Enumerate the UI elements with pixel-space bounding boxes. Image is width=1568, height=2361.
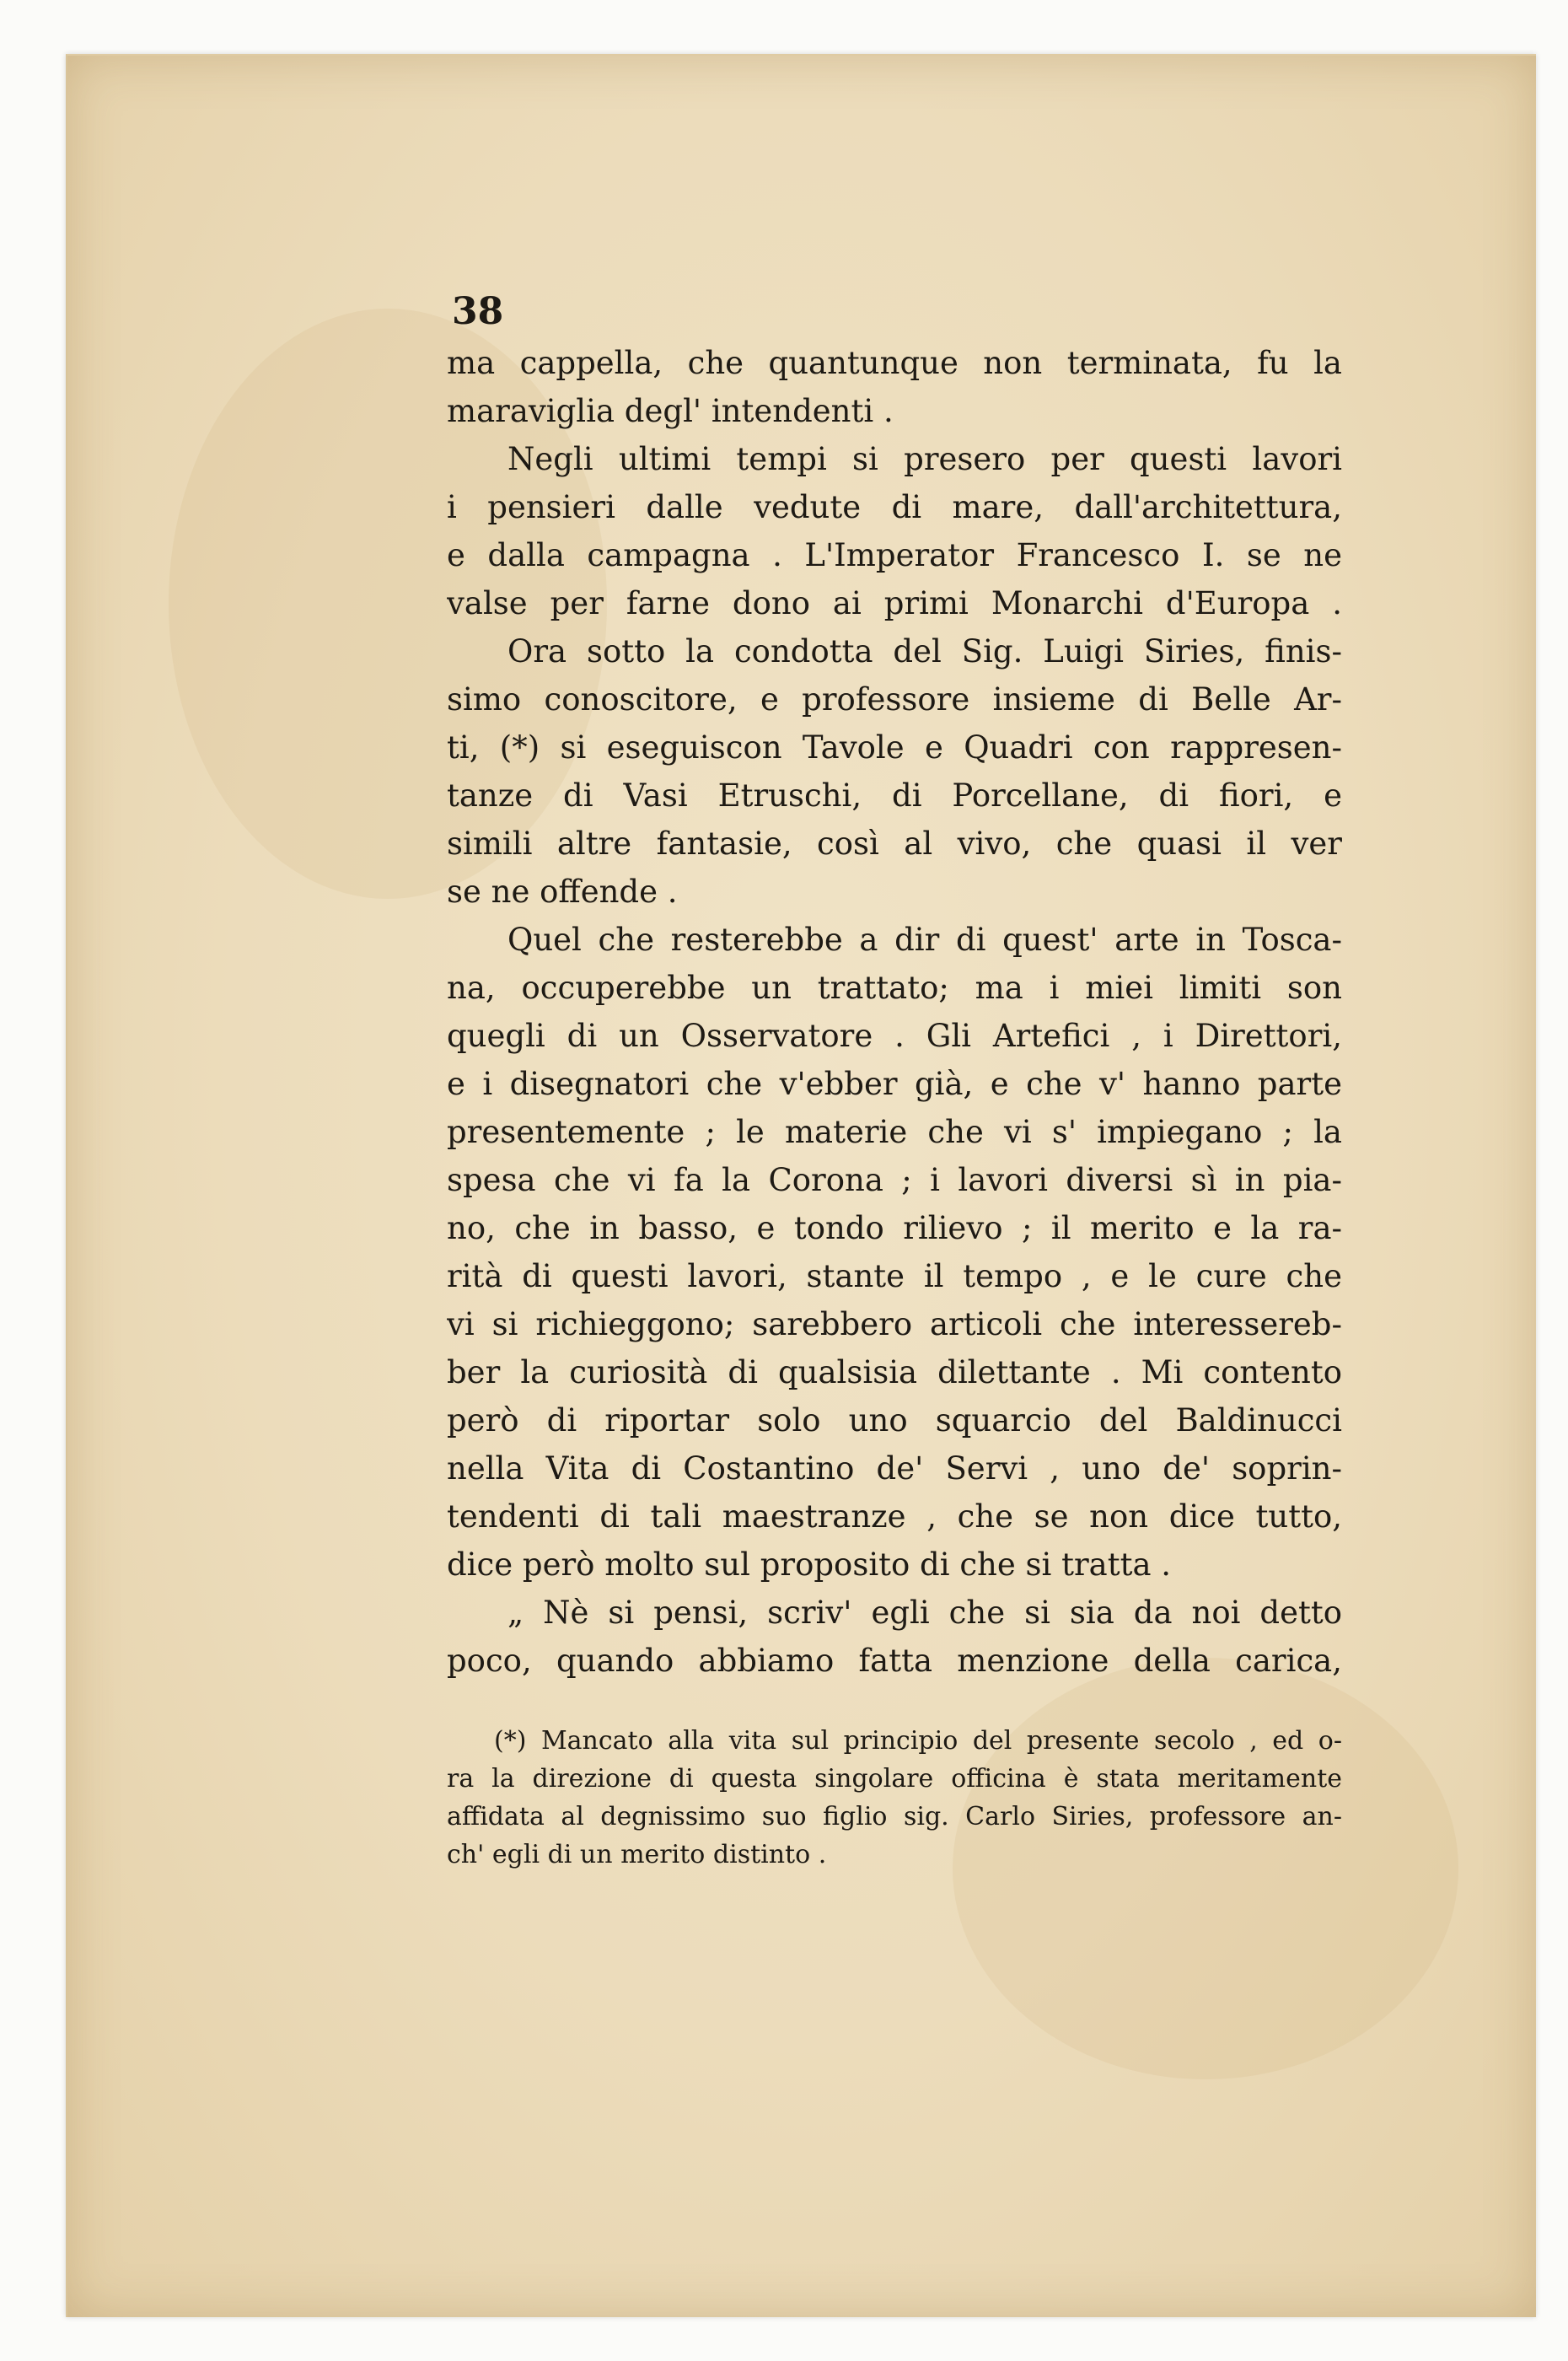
body-line: spesa che vi fa la Corona ; i lavori diversi sì in pia- xyxy=(447,1162,1342,1198)
body-line: e i disegnatori che v'ebber già, e che v' hanno parte xyxy=(447,1066,1342,1102)
body-line: poco, quando abbiamo fatta menzione della carica, xyxy=(447,1643,1342,1679)
body-line: Ora sotto la condotta del Sig. Luigi Siries, finis- xyxy=(507,633,1342,670)
body-line: presentemente ; le materie che vi s' impiegano ; la xyxy=(447,1114,1342,1150)
body-line: simo conoscitore, e professore insieme di Belle Ar- xyxy=(447,681,1342,718)
footnote xyxy=(447,1722,1342,1874)
body-line: valse per farne dono ai primi Monarchi d'Europa . xyxy=(447,585,1342,621)
body-line: tendenti di tali maestranze , che se non dice tutto, xyxy=(447,1498,1342,1535)
footnote-line: (*) Mancato alla vita sul principio del presente secolo , ed o- xyxy=(494,1726,1342,1756)
body-line: no, che in basso, e tondo rilievo ; il merito e la ra- xyxy=(447,1210,1342,1246)
page-number: 38 xyxy=(452,290,504,333)
body-line: i pensieri dalle vedute di mare, dall'architettura, xyxy=(447,489,1342,525)
body-line: e dalla campagna . L'Imperator Francesco I. se ne xyxy=(447,537,1342,573)
body-line: ma cappella, che quantunque non terminata, fu la xyxy=(447,345,1342,381)
body-line: na, occuperebbe un trattato; ma i miei limiti son xyxy=(447,970,1342,1006)
body-line: simili altre fantasie, così al vivo, che quasi il ver xyxy=(447,826,1342,862)
footnote-line: affidata al degnissimo suo figlio sig. Carlo Siries, professore an- xyxy=(447,1802,1342,1831)
body-line: tanze di Vasi Etruschi, di Porcellane, di fiori, e xyxy=(447,777,1342,814)
body-line: ti, (*) si eseguiscon Tavole e Quadri con rappresen- xyxy=(447,729,1342,766)
body-line: quegli di un Osservatore . Gli Artefici , i Direttori, xyxy=(447,1018,1342,1054)
body-text xyxy=(447,339,1342,1685)
body-line: vi si richieggono; sarebbero articoli che interessereb- xyxy=(447,1306,1342,1342)
body-line: Negli ultimi tempi si presero per questi lavori xyxy=(507,441,1342,477)
page-text xyxy=(447,292,1342,1874)
footnote-line: ra la direzione di questa singolare officina è stata meritamente xyxy=(447,1764,1342,1794)
body-line: „ Nè si pensi, scriv' egli che si sia da noi detto xyxy=(507,1595,1342,1631)
footnote-line: ch' egli di un merito distinto . xyxy=(447,1840,827,1869)
body-line: dice però molto sul proposito di che si tratta . xyxy=(447,1546,1172,1583)
body-line: però di riportar solo uno squarcio del Baldinucci xyxy=(447,1402,1342,1439)
body-line: maraviglia degl' intendenti . xyxy=(447,393,894,429)
body-line: Quel che resterebbe a dir di quest' arte in Tosca- xyxy=(507,922,1342,958)
body-line: nella Vita di Costantino de' Servi , uno de' soprin- xyxy=(447,1450,1342,1487)
body-line: ber la curiosità di qualsisia dilettante . Mi contento xyxy=(447,1354,1342,1390)
body-line: rità di questi lavori, stante il tempo , e le cure che xyxy=(447,1258,1342,1294)
body-line: se ne offende . xyxy=(447,874,678,910)
